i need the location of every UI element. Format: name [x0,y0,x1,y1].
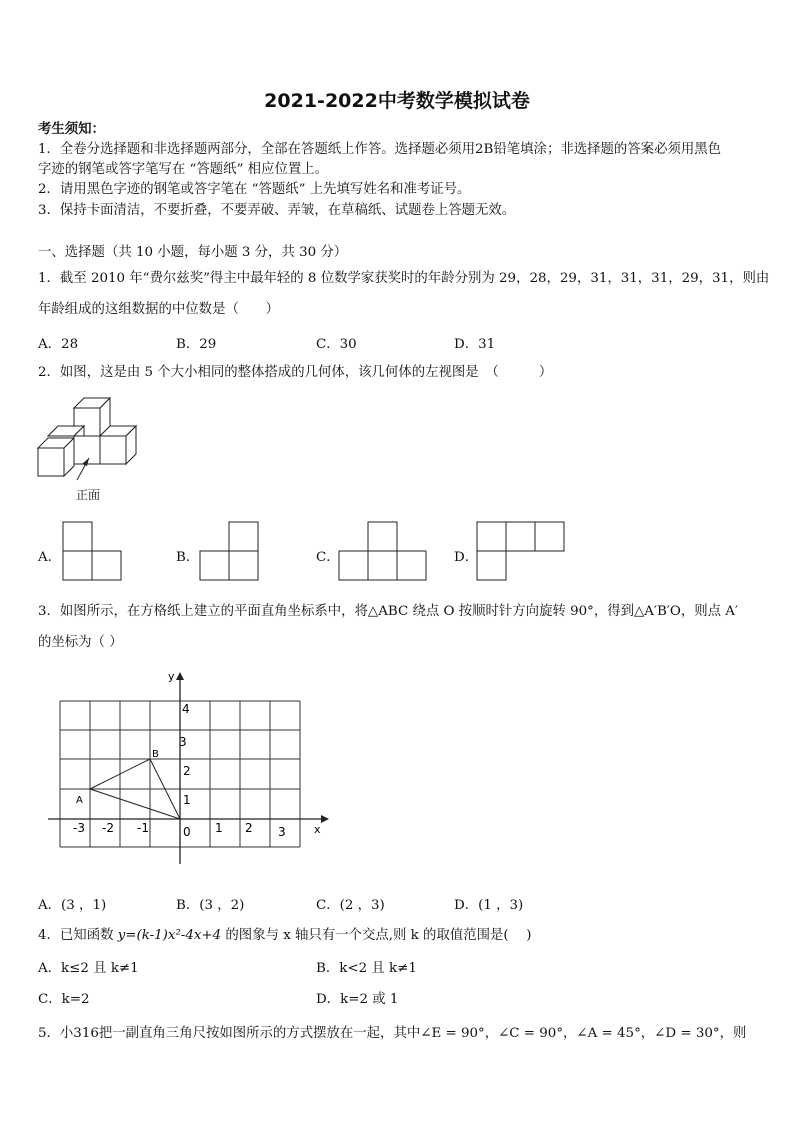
q2-option-a-label[interactable]: A． [38,550,62,565]
question-1-line-1: 1．截至 2010 年“费尔兹奖”得主中最年轻的 8 位数学家获奖时的年龄分别为 29，28，29，31，31，31，29，31，则由 [38,271,770,286]
x-tick-label: -1 [137,821,149,835]
q4-option-c[interactable]: C．k=2 [38,992,90,1007]
notice-item-2: 2．请用黑色字迹的钢笔或答字笔在 “答题纸” 上先填写姓名和准考证号。 [38,182,471,197]
q1-option-a[interactable]: A．28 [38,337,79,352]
q3-option-c[interactable]: C．(2 ，3) [316,898,385,913]
y-tick-label: 1 [183,793,191,807]
q3-option-b[interactable]: B．(3 ，2) [176,898,245,913]
q2-option-c-figure[interactable] [338,521,429,583]
question-5-text: 5．小316把一副直角三角尺按如图所示的方式摆放在一起，其中∠E = 90°，∠C = 90°，∠A = 45°，∠D = 30°，则 [38,1026,747,1041]
question-1-line-2: 年龄组成的这组数据的中位数是（ ） [38,302,280,317]
q3-option-d[interactable]: D．(1 ，3) [454,898,524,913]
y-tick-label: 2 [183,764,191,778]
question-2-text: 2．如图，这是由 5 个大小相同的整体搭成的几何体，该几何体的左视图是 （ ） [38,365,553,380]
x-tick-label: -3 [73,821,85,835]
point-a-label: A [76,795,83,806]
x-axis-label: x [314,823,321,836]
question-4-text [38,926,532,946]
q4-formula: y=(k-1)x²-4x+4 [117,928,222,943]
q2-option-d-figure[interactable] [476,521,567,583]
y-axis-label: y [168,670,175,683]
y-tick-label: 4 [182,702,190,716]
q4-prefix: 4．已知函数 [38,928,118,943]
q2-option-d-label[interactable]: D． [454,550,479,565]
section-heading: 一、选择题（共 10 小题，每小题 3 分，共 30 分） [38,245,348,260]
q1-option-d[interactable]: D．31 [454,337,496,352]
q2-option-b-figure[interactable] [199,521,261,583]
q2-option-a-figure[interactable] [62,521,124,583]
x-tick-label: 3 [278,825,286,839]
x-tick-label: -2 [102,821,114,835]
q2-option-b-label[interactable]: B． [176,550,200,565]
notice-item-1-cont: 字迹的钢笔或答字笔写在 “答题纸” 相应位置上。 [38,162,329,177]
q3-option-a[interactable]: A．(3 ，1) [38,898,107,913]
q4-option-a[interactable]: A．k≤2 且 k≠1 [38,961,139,976]
x-tick-label: 1 [215,821,223,835]
notice-heading: 考生须知： [38,121,105,137]
page-title: 2021-2022中考数学模拟试卷 [264,90,530,112]
point-b-label: B [152,749,159,760]
q4-option-d[interactable]: D．k=2 或 1 [316,992,399,1007]
front-label: 正面 [76,488,101,502]
question-3-line-1: 3．如图所示，在方格纸上建立的平面直角坐标系中，将△ABC 绕点 O 按顺时针方向旋转 90°，得到△A′B′O，则点 A′ [38,604,739,619]
q1-option-c[interactable]: C．30 [316,337,357,352]
notice-item-3: 3．保持卡面清洁，不要折叠，不要弄破、弄皱，在草稿纸、试题卷上答题无效。 [38,203,516,218]
question-3-line-2: 的坐标为（ ） [38,635,123,650]
q3-coordinate-figure [40,664,340,869]
q1-option-b[interactable]: B．29 [176,337,217,352]
q4-suffix: 的图象与 x 轴只有一个交点,则 k 的取值范围是( ) [221,928,532,943]
notice-item-1: 1．全卷分选择题和非选择题两部分，全部在答题纸上作答。选择题必须用2B铅笔填涂；非选择题的答案必须用黑色 [38,142,722,157]
q4-option-b[interactable]: B．k<2 且 k≠1 [316,961,417,976]
y-tick-label: 3 [179,735,187,749]
q2-option-c-label[interactable]: C． [316,550,340,565]
origin-label: 0 [183,825,191,839]
x-tick-label: 2 [245,821,253,835]
